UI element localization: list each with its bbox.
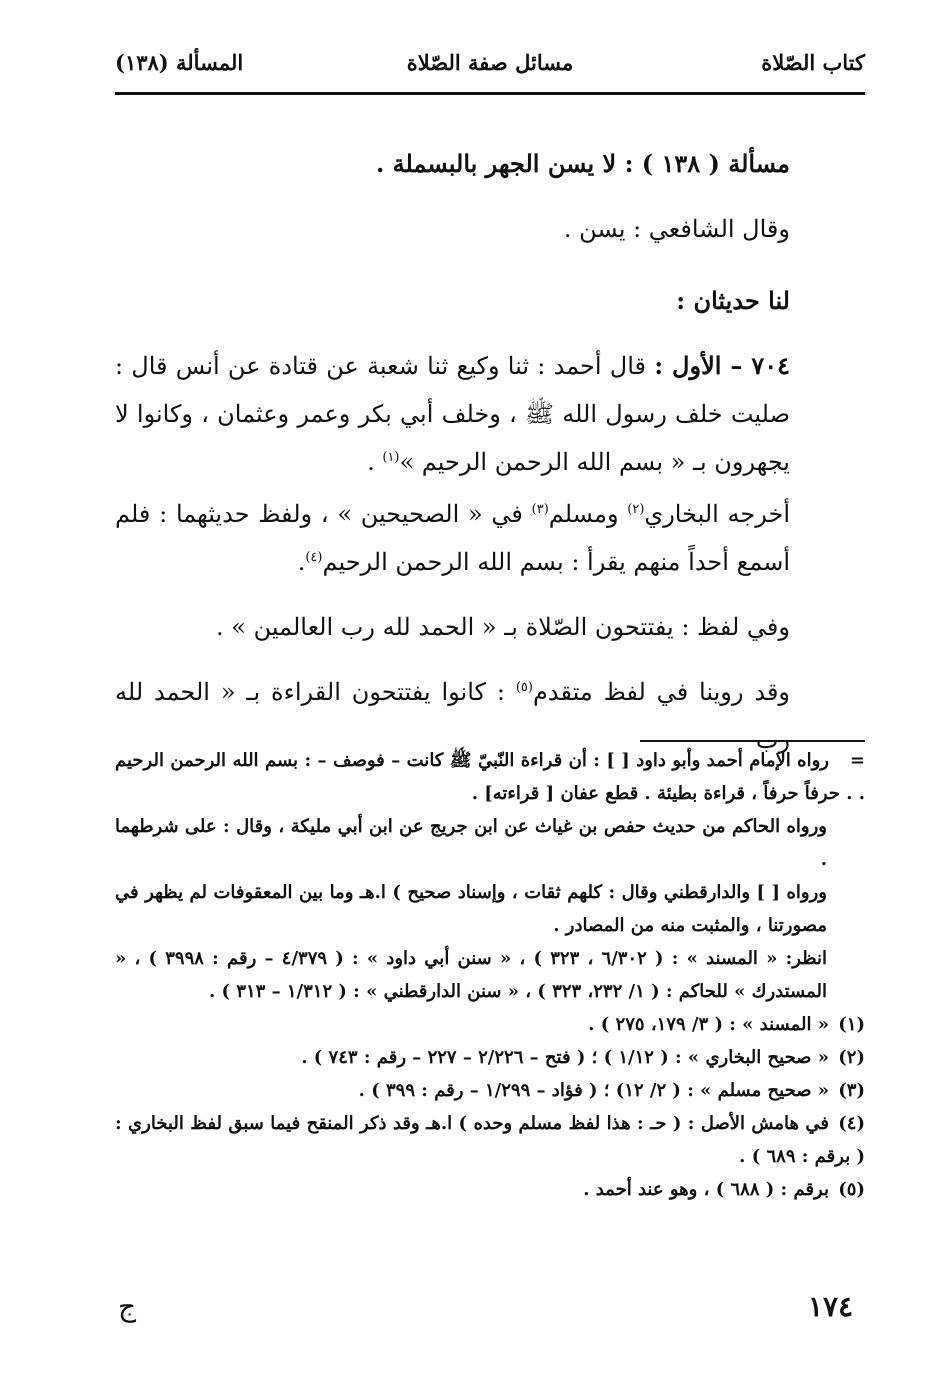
book-title: كتاب الصّلاة bbox=[761, 50, 865, 75]
footnote-number: (٢) bbox=[838, 1047, 865, 1068]
shafii-statement: وقال الشافعي : يسن . bbox=[563, 215, 790, 243]
footnote-item bbox=[115, 1041, 865, 1074]
footnote-ref: (٢) bbox=[627, 502, 645, 517]
footnotes bbox=[115, 744, 865, 1206]
takhrij-text: في « الصحيحين » ، ولفظ حديثهما : فلم أسمع أحداً منهم يقرأ : بسم الله الرحمن الرحيم bbox=[115, 500, 790, 576]
footnote-ref: (١) bbox=[382, 450, 400, 465]
footnote-text: برقم : ( ٦٨٨ ) ، وهو عند أحمد . bbox=[583, 1179, 829, 1200]
footnote-number: (٥) bbox=[838, 1179, 865, 1200]
footnote-text: « صحيح البخاري » : ( ١/١٢ ) ؛ ( فتح – ٢/٢٢٦ – ٢٢٧ – رقم : ٧٤٣ ) . bbox=[301, 1047, 829, 1068]
chapter-title: مسائل صفة الصّلاة bbox=[406, 50, 574, 75]
two-hadiths-paragraph bbox=[115, 277, 865, 325]
footnote-item bbox=[115, 1173, 865, 1206]
footnote-item bbox=[115, 1074, 865, 1107]
footnote-ref: (٤) bbox=[305, 550, 323, 565]
shafii-paragraph bbox=[115, 205, 865, 253]
footnote-number: (٤) bbox=[838, 1113, 865, 1134]
other-wording: وفي لفظ : يفتتحون الصّلاة بـ « الحمد لله رب العالمين » . bbox=[216, 613, 790, 641]
footnote-continuation bbox=[115, 744, 865, 810]
issue-statement: مسألة ( ١٣٨ ) : لا يسن الجهر بالبسملة . bbox=[375, 149, 790, 178]
header-rule bbox=[115, 92, 865, 95]
footnote-text: « المسند » : ( ٣/ ١٧٩، ٢٧٥ ) . bbox=[588, 1014, 829, 1035]
narrated-text: وقد روينا في لفظ متقدم bbox=[532, 678, 791, 706]
narrated-text: : كانوا يفتتحون القراءة بـ « الحمد لله رب bbox=[115, 678, 790, 754]
footnote-text: « صحيح مسلم » : ( ٢/ ١٢) ؛ ( فؤاد – ١/٢٩٩ – رقم : ٣٩٩ ) . bbox=[358, 1080, 829, 1101]
footnote-rule bbox=[640, 740, 865, 742]
footnote-continuation: ورواه [ ] والدارقطني وقال : كلهم ثقات ، وإسناد صحيح ) ا.هـ وما بين المعقوفات لم يظهر في مصورتنا ، والمثبت منه من المصادر . bbox=[115, 882, 827, 936]
hadith-text: قال أحمد : ثنا وكيع ثنا شعبة عن قتادة عن أنس قال : صليت خلف رسول الله ﷺ ، وخلف أبي بكر وعمر وعثمان ، وكانوا لا يجهرون بـ « بسم الله الرحمن الرحيم » bbox=[115, 352, 790, 476]
takhrij-text: ومسلم bbox=[548, 500, 628, 528]
issue-paragraph bbox=[115, 140, 865, 188]
hadith-number: ٧٠٤ – الأول : bbox=[654, 351, 790, 380]
footnote-item bbox=[115, 1008, 865, 1041]
takhrij-text-end: . bbox=[297, 548, 306, 576]
takhrij-text: أخرجه البخاري bbox=[644, 500, 791, 528]
running-header bbox=[115, 44, 865, 84]
page-number: ١٧٤ bbox=[808, 1290, 854, 1323]
hadith-text-end: . bbox=[367, 448, 383, 476]
other-wording-paragraph bbox=[115, 603, 865, 651]
footnote-ref: (٥) bbox=[515, 680, 533, 695]
hadith-704 bbox=[115, 342, 865, 486]
footnote-number: (٣) bbox=[838, 1080, 865, 1101]
footnote-text: في هامش الأصل : ( حـ : هذا لفظ مسلم وحده ) ا.هـ وقد ذكر المنقح فيما سبق لفظ البخاري : ( برقم : ٦٨٩ ) . bbox=[115, 1113, 865, 1167]
footnote-text: رواه الإمام أحمد وأبو داود [ ] : أن قراءة النّبيّ ﷺ كانت – فوصف – : بسم الله الرحمن الرحيم . . حرفاً حرفاً ، قراءة بطيئة . قطع عفان [ قراءته] . bbox=[115, 750, 865, 804]
two-hadiths-heading: لنا حديثان : bbox=[676, 286, 790, 315]
footnote-continuation: انظر: « المسند » : ( ٦/٣٠٢ ، ٣٢٣ ) ، « سنن أبي داود » : ( ٤/٣٧٩ – رقم : ٣٩٩٨ ) ، « المستدرك » للحاكم : ( ١/ ٢٣٢، ٣٢٣ ) ، « سنن الدارقطني » : ( ١/٣١٢ – ٣١٣ ) . bbox=[115, 948, 827, 1002]
takhrij-paragraph bbox=[115, 490, 865, 586]
continuation-marker: = bbox=[849, 750, 865, 771]
issue-label: المسألة (١٣٨) bbox=[115, 50, 244, 75]
signature-mark: ج bbox=[118, 1290, 137, 1323]
footnote-item bbox=[115, 1107, 865, 1173]
footnote-continuation: ورواه الحاكم من حديث حفص بن غياث عن ابن جريج عن ابن أبي مليكة ، وقال : على شرطهما . bbox=[115, 816, 827, 870]
footnote-number: (١) bbox=[838, 1014, 865, 1035]
footnote-ref: (٣) bbox=[531, 502, 549, 517]
